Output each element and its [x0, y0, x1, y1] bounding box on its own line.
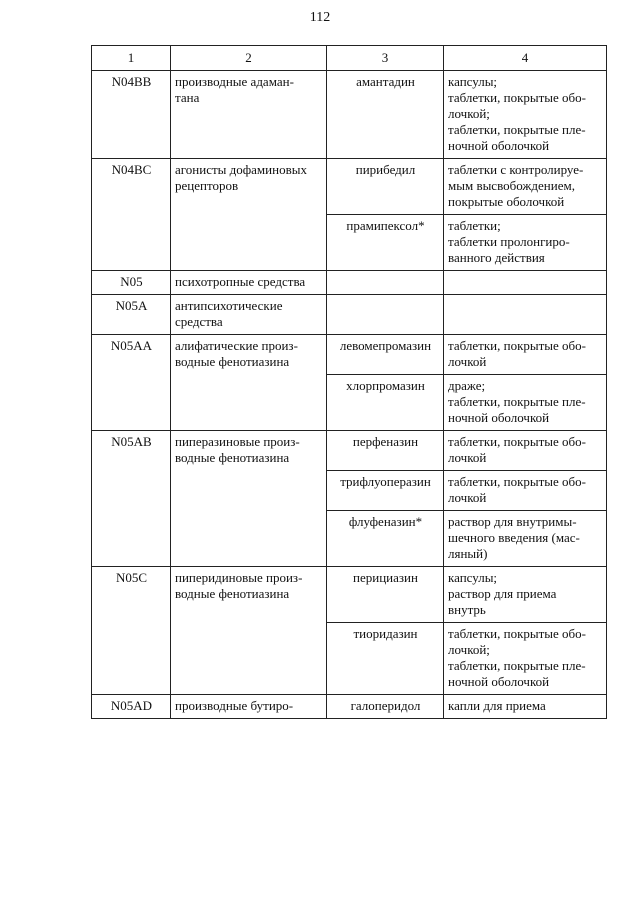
dosage-form-line: капсулы; [448, 74, 498, 89]
dosage-form-line: лочкой [448, 490, 487, 505]
atc-code-cell: N05C [92, 567, 171, 695]
dosage-form-line: капли для приема [448, 698, 546, 713]
group-name-cell [171, 431, 327, 567]
atc-code-cell: N05AA [92, 335, 171, 431]
dosage-form-line: внутрь [448, 602, 486, 617]
page-number: 112 [309, 10, 331, 25]
dosage-form-line: таблетки, покрытые обо- [448, 626, 586, 641]
dosage-form-line: лочкой [448, 450, 487, 465]
group-name-cell [171, 695, 327, 719]
group-name-cell [171, 567, 327, 695]
column-header: 3 [327, 46, 444, 71]
dosage-form-line: таблетки с контролируе- [448, 162, 584, 177]
group-name-line: антипсихотические [175, 298, 283, 313]
table-row [92, 567, 607, 623]
group-name-cell [171, 335, 327, 431]
dosage-form-line: ночной оболочкой [448, 138, 550, 153]
dosage-form-line: покрытые оболочкой [448, 194, 565, 209]
drug-name-cell: перфеназин [327, 431, 444, 471]
group-name-line: водные фенотиазина [175, 586, 290, 601]
drug-name-cell: прамипексол* [327, 215, 444, 271]
dosage-form-line: драже; [448, 378, 486, 393]
drug-name-cell: левомепромазин [327, 335, 444, 375]
dosage-forms-cell [444, 375, 607, 431]
table-row [92, 335, 607, 375]
dosage-form-line: ванного действия [448, 250, 545, 265]
dosage-form-line: лочкой; [448, 642, 490, 657]
group-name-cell [171, 271, 327, 295]
dosage-forms-cell [444, 511, 607, 567]
dosage-forms-cell [444, 215, 607, 271]
dosage-forms-cell [444, 567, 607, 623]
drug-name-cell: перициазин [327, 567, 444, 623]
dosage-form-line: ночной оболочкой [448, 410, 550, 425]
table-header-row [92, 46, 607, 71]
dosage-form-line: таблетки, покрытые обо- [448, 338, 586, 353]
dosage-form-line: таблетки, покрытые пле- [448, 658, 586, 673]
column-header: 1 [92, 46, 171, 71]
drug-name-cell: трифлуоперазин [327, 471, 444, 511]
dosage-forms-cell [444, 295, 607, 335]
group-name-line: психотропные средства [175, 274, 306, 289]
group-name-line: производные бутиро- [175, 698, 294, 713]
dosage-form-line: таблетки, покрытые пле- [448, 394, 586, 409]
dosage-form-line: лочкой [448, 354, 487, 369]
dosage-forms-cell [444, 695, 607, 719]
drug-name-cell: пирибедил [327, 159, 444, 215]
drug-name-cell: флуфеназин* [327, 511, 444, 567]
group-name-cell [171, 159, 327, 271]
drug-name-cell: амантадин [327, 71, 444, 159]
table-row [92, 695, 607, 719]
atc-code-cell: N04BC [92, 159, 171, 271]
group-name-line: пиперидиновые произ- [175, 570, 303, 585]
dosage-form-line: мым высвобождением, [448, 178, 575, 193]
dosage-forms-cell [444, 335, 607, 375]
dosage-forms-cell [444, 471, 607, 511]
table-row [92, 159, 607, 215]
dosage-form-line: раствор для приема [448, 586, 557, 601]
table-row [92, 271, 607, 295]
group-name-line: водные фенотиазина [175, 354, 290, 369]
dosage-form-line: ночной оболочкой [448, 674, 550, 689]
dosage-form-line: ляный) [448, 546, 488, 561]
column-header: 2 [171, 46, 327, 71]
dosage-forms-cell [444, 71, 607, 159]
drug-name-cell: тиоридазин [327, 623, 444, 695]
group-name-cell [171, 295, 327, 335]
atc-code-cell: N05 [92, 271, 171, 295]
group-name-cell [171, 71, 327, 159]
dosage-form-line: шечного введения (мас- [448, 530, 580, 545]
atc-code-cell: N05A [92, 295, 171, 335]
dosage-form-line: таблетки; [448, 218, 501, 233]
table-row [92, 431, 607, 471]
group-name-line: водные фенотиазина [175, 450, 290, 465]
atc-code-cell: N04BB [92, 71, 171, 159]
dosage-form-line: таблетки, покрытые обо- [448, 474, 586, 489]
dosage-forms-cell [444, 431, 607, 471]
dosage-form-line: лочкой; [448, 106, 490, 121]
group-name-line: производные адаман- [175, 74, 294, 89]
group-name-line: пиперазиновые произ- [175, 434, 300, 449]
group-name-line: алифатические произ- [175, 338, 298, 353]
group-name-line: средства [175, 314, 223, 329]
dosage-form-line: таблетки, покрытые пле- [448, 122, 586, 137]
drug-name-cell [327, 295, 444, 335]
column-header: 4 [444, 46, 607, 71]
group-name-line: рецепторов [175, 178, 239, 193]
table-body [92, 71, 607, 719]
dosage-form-line: раствор для внутримы- [448, 514, 577, 529]
dosage-form-line: таблетки, покрытые обо- [448, 90, 586, 105]
drug-name-cell: галоперидол [327, 695, 444, 719]
group-name-line: тана [175, 90, 200, 105]
table-row [92, 71, 607, 159]
drug-name-cell [327, 271, 444, 295]
group-name-line: агонисты дофаминовых [175, 162, 307, 177]
dosage-form-line: капсулы; [448, 570, 498, 585]
dosage-forms-cell [444, 271, 607, 295]
table-row [92, 295, 607, 335]
atc-code-cell: N05AB [92, 431, 171, 567]
dosage-form-line: таблетки, покрытые обо- [448, 434, 586, 449]
atc-code-cell: N05AD [92, 695, 171, 719]
dosage-form-line: таблетки пролонгиро- [448, 234, 570, 249]
dosage-forms-cell [444, 159, 607, 215]
drug-name-cell: хлорпромазин [327, 375, 444, 431]
drug-table [91, 45, 607, 719]
dosage-forms-cell [444, 623, 607, 695]
